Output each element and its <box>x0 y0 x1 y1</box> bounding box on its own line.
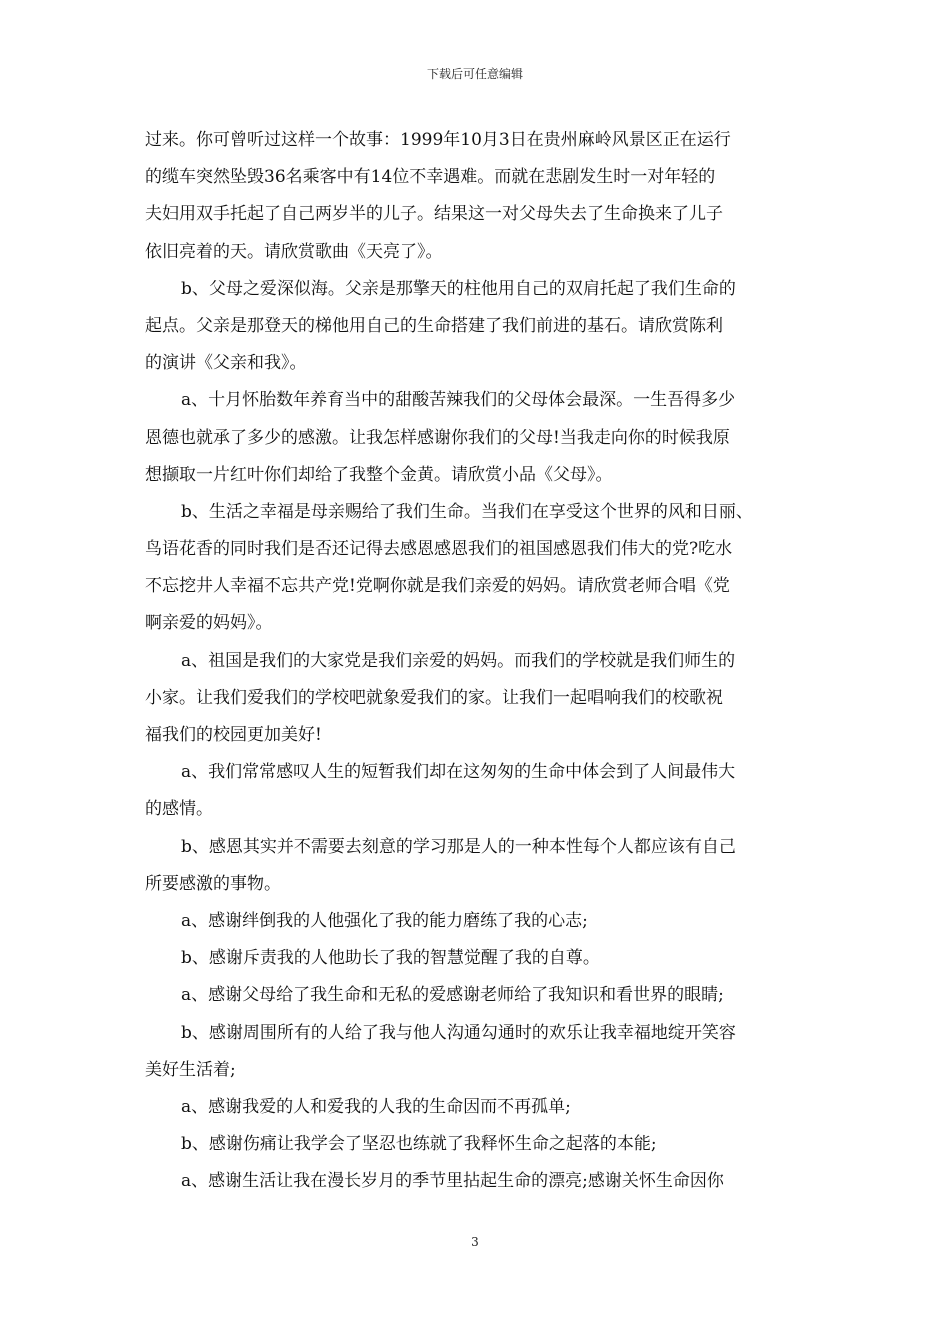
text-line: b、感谢斥责我的人他助长了我的智慧觉醒了我的自尊。 <box>181 948 600 969</box>
text-line: a、十月怀胎数年养育当中的甜酸苦辣我们的父母体会最深。一生吾得多少 <box>181 390 736 411</box>
text-line: 小家。让我们爱我们的学校吧就象爱我们的家。让我们一起唱响我们的校歌祝 <box>145 687 723 708</box>
paragraph <box>145 1163 815 1200</box>
paragraph <box>145 1089 815 1126</box>
text-line: b、父母之爱深似海。父亲是那擎天的柱他用自己的双肩托起了我们生命的 <box>181 278 736 299</box>
paragraph <box>145 1126 815 1163</box>
text-line: 想撷取一片红叶你们却给了我整个金黄。请欣赏小品《父母》。 <box>145 464 613 485</box>
text-line: 恩德也就承了多少的感激。让我怎样感谢你我们的父母!当我走向你的时候我原 <box>145 427 730 448</box>
text-line: b、感谢伤痛让我学会了坚忍也练就了我释怀生命之起落的本能; <box>181 1134 657 1155</box>
paragraph <box>145 754 815 828</box>
text-line: b、感恩其实并不需要去刻意的学习那是人的一种本性每个人都应该有自己 <box>181 836 736 857</box>
paragraph <box>145 977 815 1014</box>
text-line: a、感谢我爱的人和爱我的人我的生命因而不再孤单; <box>181 1096 571 1117</box>
text-line: 不忘挖井人幸福不忘共产党!党啊你就是我们亲爱的妈妈。请欣赏老师合唱《党 <box>145 576 730 597</box>
paragraph <box>145 903 815 940</box>
text-line: 的缆车突然坠毁36名乘客中有14位不幸遇难。而就在悲剧发生时一对年轻的 <box>145 167 716 188</box>
paragraph <box>145 382 815 494</box>
text-line: a、感谢生活让我在漫长岁月的季节里拈起生命的漂亮;感谢关怀生命因你 <box>181 1171 724 1192</box>
text-line: 过来。你可曾听过这样一个故事：1999年10月3日在贵州麻岭风景区正在运行 <box>145 130 731 150</box>
text-line: 啊亲爱的妈妈》。 <box>145 613 273 634</box>
text-line: a、祖国是我们的大家党是我们亲爱的妈妈。而我们的学校就是我们师生的 <box>181 650 736 671</box>
paragraph <box>145 122 815 271</box>
text-line: 所要感激的事物。 <box>145 873 281 894</box>
text-line: 起点。父亲是那登天的梯他用自己的生命搭建了我们前进的基石。请欣赏陈利 <box>145 315 723 336</box>
paragraph <box>145 271 815 383</box>
text-line: 福我们的校园更加美好! <box>145 725 322 745</box>
paragraph <box>145 1015 815 1089</box>
text-line: 夫妇用双手托起了自己两岁半的儿子。结果这一对父母失去了生命换来了儿子 <box>145 204 723 225</box>
page-number: 3 <box>471 1235 479 1249</box>
text-line: a、感谢父母给了我生命和无私的爱感谢老师给了我知识和看世界的眼睛; <box>181 985 724 1006</box>
paragraph <box>145 494 815 643</box>
text-line: 依旧亮着的天。请欣赏歌曲《天亮了》。 <box>145 241 443 262</box>
text-line: a、感谢绊倒我的人他强化了我的能力磨练了我的心志; <box>181 910 588 931</box>
text-line: 鸟语花香的同时我们是否还记得去感恩感恩我们的祖国感恩我们伟大的党?吃水 <box>145 539 733 560</box>
text-line: a、我们常常感叹人生的短暂我们却在这匆匆的生命中体会到了人间最伟大 <box>181 762 736 783</box>
text-line: 美好生活着; <box>145 1059 236 1080</box>
paragraph <box>145 643 815 755</box>
page-header: 下载后可任意编辑 <box>426 67 523 81</box>
document-body <box>145 122 815 1200</box>
paragraph <box>145 940 815 977</box>
paragraph <box>145 829 815 903</box>
text-line: 的感情。 <box>145 799 213 820</box>
text-line: b、生活之幸福是母亲赐给了我们生命。当我们在享受这个世界的风和日丽、 <box>181 501 753 522</box>
text-line: b、感谢周围所有的人给了我与他人沟通勾通时的欢乐让我幸福地绽开笑容 <box>181 1022 736 1043</box>
text-line: 的演讲《父亲和我》。 <box>145 353 307 374</box>
